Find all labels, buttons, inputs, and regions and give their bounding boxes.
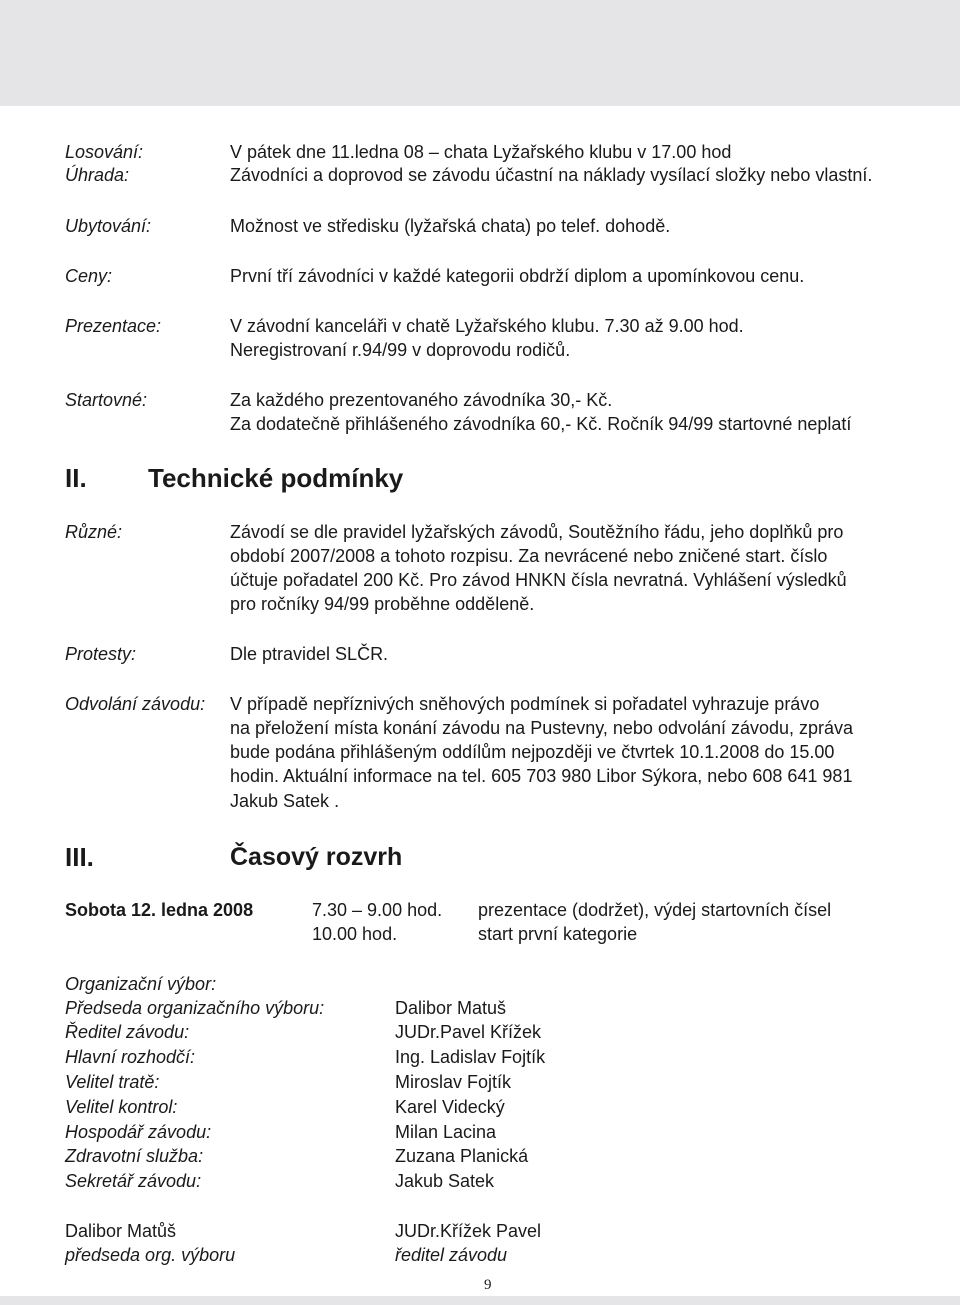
label-protesty: Protesty: — [65, 644, 137, 664]
value-prezentace-line: V závodní kanceláři v chatě Lyžařského klubu. 7.30 až 9.00 hod. — [230, 316, 744, 336]
committee-name: Milan Lacina — [395, 1122, 497, 1142]
committee-role: Hlavní rozhodčí: — [65, 1047, 196, 1067]
committee-role: Ředitel závodu: — [65, 1022, 190, 1042]
signature-left-role: předseda org. výboru — [65, 1245, 236, 1265]
value-ruzne-line: období 2007/2008 a tohoto rozpisu. Za nevrácené nebo zničené start. číslo — [230, 546, 828, 566]
page-header-bar — [0, 0, 960, 106]
value-odvolani-line: hodin. Aktuální informace na tel. 605 703 980 Libor Sýkora, nebo 608 641 981 — [230, 766, 853, 786]
committee-name: Dalibor Matuš — [395, 998, 507, 1018]
section-title-2: Technické podmínky — [148, 463, 404, 493]
committee-role: Hospodář závodu: — [65, 1122, 212, 1142]
label-losovani: Losování: — [65, 142, 144, 162]
committee-name: JUDr.Pavel Křížek — [395, 1022, 542, 1042]
schedule-time: 7.30 – 9.00 hod. — [312, 900, 443, 920]
value-startovne-line: Za dodatečně přihlášeného závodníka 60,- Kč. Ročník 94/99 startovné neplatí — [230, 414, 852, 434]
label-startovne: Startovné: — [65, 390, 148, 410]
section-number-2: II. — [65, 463, 87, 493]
value-startovne-line: Za každého prezentovaného závodníka 30,- Kč. — [230, 390, 613, 410]
committee-role: Velitel tratě: — [65, 1072, 160, 1092]
value-ceny: První tří závodníci v každé kategorii obdrží diplom a upomínkovou cenu. — [230, 266, 805, 286]
schedule-time: 10.00 hod. — [312, 924, 398, 944]
committee-name: Miroslav Fojtík — [395, 1072, 512, 1092]
label-ceny: Ceny: — [65, 266, 113, 286]
committee-title: Organizační výbor: — [65, 974, 217, 994]
committee-name: Karel Videcký — [395, 1097, 505, 1117]
value-losovani: V pátek dne 11.ledna 08 – chata Lyžařského klubu v 17.00 hod — [230, 142, 732, 162]
label-ruzne: Různé: — [65, 522, 123, 542]
signature-right-name: JUDr.Křížek Pavel — [395, 1221, 542, 1241]
value-odvolani-line: bude podána přihlášeným oddílům nejpozději ve čtvrtek 10.1.2008 do 15.00 — [230, 742, 835, 762]
schedule-desc: start první kategorie — [478, 924, 638, 944]
value-ubytovani: Možnost ve středisku (lyžařská chata) po telef. dohodě. — [230, 216, 671, 236]
schedule-date: Sobota 12. ledna 2008 — [65, 900, 254, 920]
page-number: 9 — [484, 1277, 492, 1293]
value-ruzne-line: účtuje pořadatel 200 Kč. Pro závod HNKN čísla nevratná. Vyhlášení výsledků — [230, 570, 847, 590]
section-number-3: III. — [65, 842, 94, 872]
committee-role: Velitel kontrol: — [65, 1097, 178, 1117]
label-uhrada: Úhrada: — [65, 165, 130, 185]
value-protesty: Dle ptravidel SLČR. — [230, 644, 389, 664]
label-prezentace: Prezentace: — [65, 316, 162, 336]
label-odvolani: Odvolání závodu: — [65, 694, 206, 714]
committee-name: Jakub Satek — [395, 1171, 495, 1191]
section-title-3: Časový rozvrh — [230, 843, 403, 871]
committee-role: Sekretář závodu: — [65, 1171, 202, 1191]
signature-left-name: Dalibor Matůš — [65, 1221, 177, 1241]
value-odvolani-line: V případě nepříznivých sněhových podmínek si pořadatel vyhrazuje právo — [230, 694, 820, 714]
committee-role: Předseda organizačního výboru: — [65, 998, 325, 1018]
value-ruzne-line: pro ročníky 94/99 proběhne odděleně. — [230, 594, 535, 614]
value-odvolani-line: Jakub Satek . — [230, 791, 340, 811]
value-ruzne-line: Závodí se dle pravidel lyžařských závodů, Soutěžního řádu, jeho doplňků pro — [230, 522, 844, 542]
signature-right-role: ředitel závodu — [395, 1245, 508, 1265]
committee-name: Ing. Ladislav Fojtík — [395, 1047, 546, 1067]
label-ubytovani: Ubytování: — [65, 216, 152, 236]
value-odvolani-line: na přeložení místa konání závodu na Pustevny, nebo odvolání závodu, zpráva — [230, 718, 854, 738]
committee-name: Zuzana Planická — [395, 1146, 529, 1166]
value-uhrada: Závodníci a doprovod se závodu účastní na náklady vysílací složky nebo vlastní. — [230, 165, 873, 185]
page-footer-bar — [0, 1296, 960, 1305]
schedule-desc: prezentace (dodržet), výdej startovních čísel — [478, 900, 832, 920]
value-prezentace-line: Neregistrovaní r.94/99 v doprovodu rodičů. — [230, 340, 571, 360]
committee-role: Zdravotní služba: — [65, 1146, 204, 1166]
